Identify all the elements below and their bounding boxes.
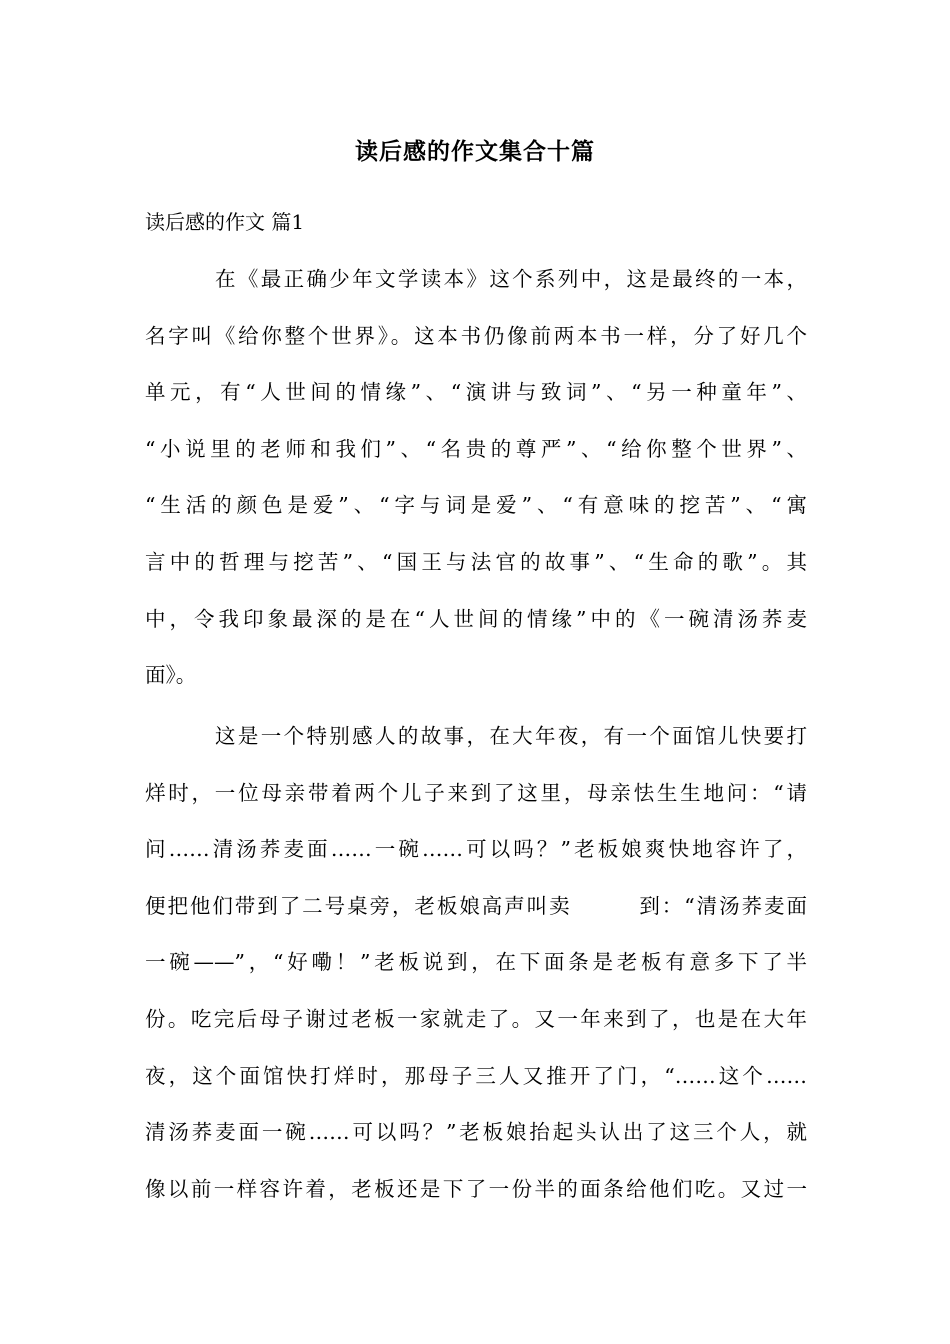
- paragraph-line: 名字叫《给你整个世界》。这本书仍像前两本书一样，分了好几个: [145, 323, 807, 348]
- paragraph-line: 中，令我印象最深的是在“人世间的情缘”中的《一碗清汤荞麦: [145, 606, 807, 631]
- paragraph-line: 在《最正确少年文学读本》这个系列中，这是最终的一本，: [215, 267, 807, 291]
- paragraph-line: “小说里的老师和我们”、“名贵的尊严”、“给你整个世界”、: [145, 436, 807, 461]
- paragraph-line: 言中的哲理与挖苦”、“国王与法官的故事”、“生命的歌”。其: [145, 549, 807, 574]
- page-title: 读后感的作文集合十篇: [355, 138, 595, 165]
- paragraph-line: 面》。: [145, 663, 197, 688]
- paragraph-line: 这是一个特别感人的故事，在大年夜，有一个面馆儿快要打: [215, 724, 807, 748]
- paragraph-line: 便把他们带到了二号桌旁，老板娘高声叫卖 到：“清汤荞麦面: [145, 893, 807, 918]
- paragraph-line: 烊时，一位母亲带着两个儿子来到了这里，母亲怯生生地问：“请: [145, 780, 807, 805]
- section-heading: 读后感的作文 篇1: [145, 210, 305, 234]
- paragraph-line: 一碗——”，“好嘞！”老板说到，在下面条是老板有意多下了半: [145, 950, 807, 975]
- paragraph-line: 份。吃完后母子谢过老板一家就走了。又一年来到了，也是在大年: [145, 1006, 807, 1031]
- paragraph-line: 夜，这个面馆快打烊时，那母子三人又推开了门，“……这个……: [145, 1063, 807, 1088]
- paragraph-line: 像以前一样容许着，老板还是下了一份半的面条给他们吃。又过一: [145, 1176, 807, 1201]
- paragraph-line: 单元，有“人世间的情缘”、“演讲与致词”、“另一种童年”、: [145, 380, 807, 405]
- paragraph-line: 清汤荞麦面一碗……可以吗？”老板娘抬起头认出了这三个人，就: [145, 1120, 807, 1145]
- paragraph-2: [145, 708, 807, 1217]
- paragraph-line: 问……清汤荞麦面……一碗……可以吗？”老板娘爽快地容许了，: [145, 837, 807, 862]
- paragraph-1: [145, 251, 807, 704]
- paragraph-line: “生活的颜色是爱”、“字与词是爱”、“有意味的挖苦”、“寓: [145, 493, 807, 518]
